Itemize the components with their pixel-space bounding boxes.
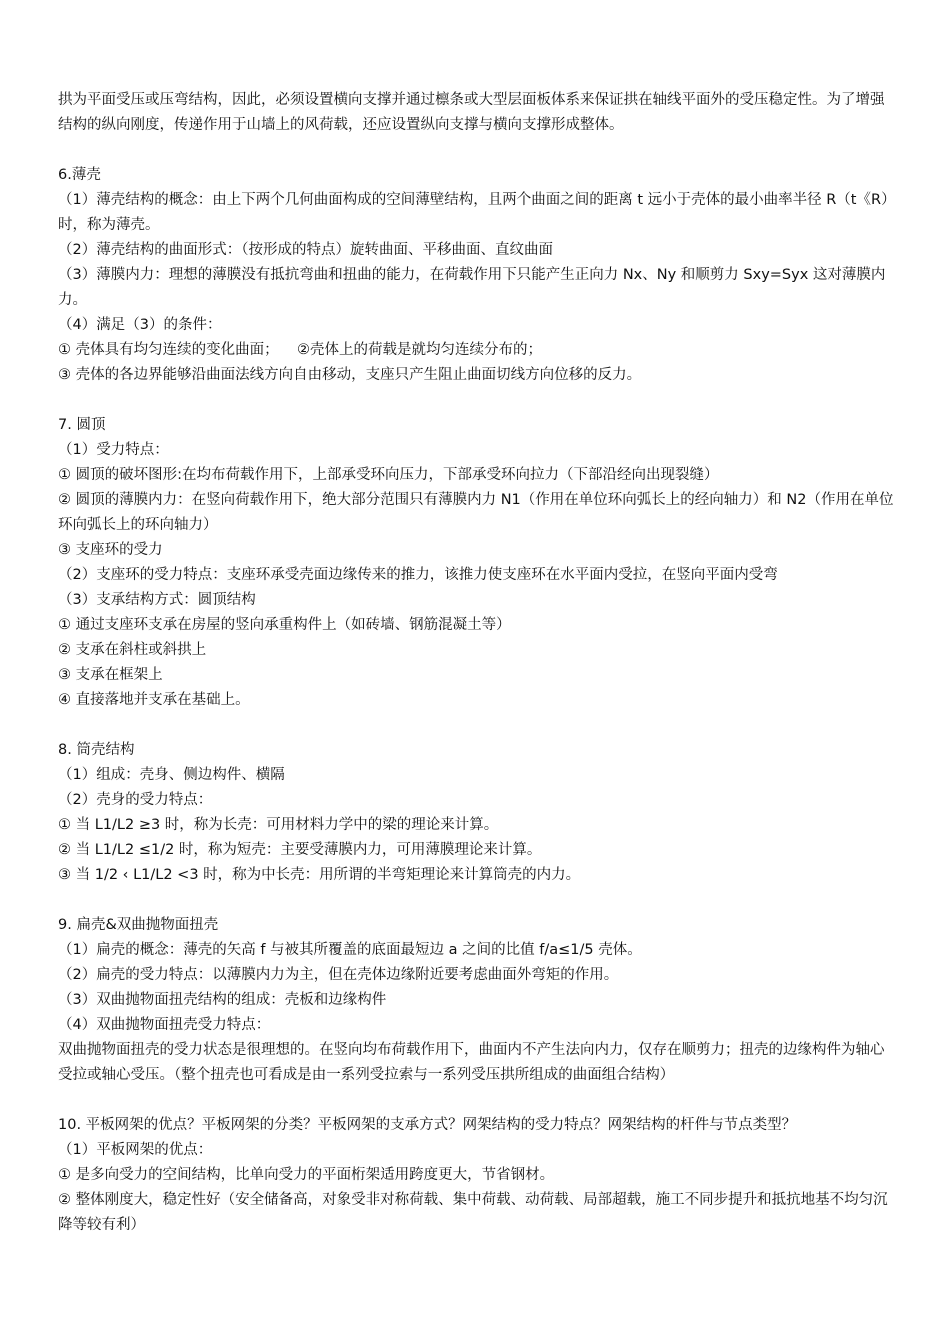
section-9-line: （1）扁壳的概念：薄壳的矢高 f 与被其所覆盖的底面最短边 a 之间的比值 f/a≤1/5 壳体。 — [58, 942, 642, 958]
section-8-line: （1）组成：壳身、侧边构件、横隔 — [58, 767, 285, 783]
section-10-line: ② 整体刚度大，稳定性好（安全储备高，对象受非对称荷载、集中荷载、动荷载、局部超载，施工不同步提升和抵抗地基不均匀沉降等较有利） — [58, 1192, 888, 1233]
section-7 — [58, 413, 896, 713]
section-7-line: ③ 支承在框架上 — [58, 667, 163, 683]
section-7-line: （3）支承结构方式：圆顶结构 — [58, 592, 256, 608]
section-9 — [58, 913, 896, 1088]
section-7-line: ① 圆顶的破坏图形:在均布荷载作用下，上部承受环向压力，下部承受环向拉力（下部沿经向出现裂缝） — [58, 467, 719, 483]
spacer — [58, 138, 896, 163]
section-7-title: 7. 圆顶 — [58, 417, 106, 433]
section-9-line: （3）双曲抛物面扭壳结构的组成：壳板和边缘构件 — [58, 992, 387, 1008]
section-6 — [58, 163, 896, 388]
section-7-line: ③ 支座环的受力 — [58, 542, 163, 558]
section-10-line: ① 是多向受力的空间结构，比单向受力的平面桁架适用跨度更大，节省钢材。 — [58, 1167, 555, 1183]
intro-paragraph: 拱为平面受压或压弯结构，因此，必须设置横向支撑并通过檩条或大型层面板体系来保证拱在轴线平面外的受压稳定性。为了增强结构的纵向刚度，传递作用于山墙上的风荷载，还应设置纵向支撑与横向支撑形成整体。 — [58, 92, 885, 133]
section-9-line: （4）双曲抛物面扭壳受力特点： — [58, 1017, 271, 1033]
spacer — [58, 713, 896, 738]
section-10-title: 10. 平板网架的优点？平板网架的分类？平板网架的支承方式？网架结构的受力特点？网架结构的杆件与节点类型？ — [58, 1117, 797, 1133]
section-6-line: （4）满足（3）的条件： — [58, 317, 222, 333]
section-10 — [58, 1113, 896, 1238]
section-8-line: ③ 当 1/2 ‹ L1/L2 <3 时，称为中长壳：用所谓的半弯矩理论来计算筒壳的内力。 — [58, 867, 581, 883]
section-6-line: （2）薄壳结构的曲面形式：（按形成的特点）旋转曲面、平移曲面、直纹曲面 — [58, 242, 553, 258]
section-9-line: （2）扁壳的受力特点：以薄膜内力为主，但在壳体边缘附近要考虑曲面外弯矩的作用。 — [58, 967, 619, 983]
section-6-line: （3）薄膜内力：理想的薄膜没有抵抗弯曲和扭曲的能力，在荷载作用下只能产生正向力 Nx、Ny 和顺剪力 Sxy=Syx 这对薄膜内力。 — [58, 267, 886, 308]
section-8 — [58, 738, 896, 888]
section-8-line: ② 当 L1/L2 ≤1/2 时，称为短壳：主要受薄膜内力，可用薄膜理论来计算。 — [58, 842, 542, 858]
section-6-line: ③ 壳体的各边界能够沿曲面法线方向自由移动，支座只产生阻止曲面切线方向位移的反力。 — [58, 367, 642, 383]
section-8-line: ① 当 L1/L2 ≥3 时，称为长壳：可用材料力学中的梁的理论来计算。 — [58, 817, 499, 833]
section-6-line: （1）薄壳结构的概念：由上下两个几何曲面构成的空间薄壁结构，且两个曲面之间的距离 t 远小于壳体的最小曲率半径 R（t《R）时，称为薄壳。 — [58, 192, 896, 233]
section-7-line: ② 支承在斜柱或斜拱上 — [58, 642, 207, 658]
section-9-title: 9. 扁壳&双曲抛物面扭壳 — [58, 917, 219, 933]
document-body — [58, 88, 896, 1238]
section-7-line: ② 圆顶的薄膜内力：在竖向荷载作用下，绝大部分范围只有薄膜内力 N1（作用在单位环向弧长上的经向轴力）和 N2（作用在单位环向弧长上的环向轴力） — [58, 492, 894, 533]
section-8-title: 8. 筒壳结构 — [58, 742, 135, 758]
section-7-line: （2）支座环的受力特点：支座环承受壳面边缘传来的推力，该推力使支座环在水平面内受拉，在竖向平面内受弯 — [58, 567, 778, 583]
section-7-line: （1）受力特点： — [58, 442, 169, 458]
spacer — [58, 1088, 896, 1113]
section-6-line: ① 壳体具有均匀连续的变化曲面； ②壳体上的荷载是就均匀连续分布的； — [58, 342, 543, 358]
section-6-title: 6.薄壳 — [58, 167, 101, 183]
section-8-line: （2）壳身的受力特点： — [58, 792, 213, 808]
section-7-line: ① 通过支座环支承在房屋的竖向承重构件上（如砖墙、钢筋混凝土等） — [58, 617, 511, 633]
section-7-line: ④ 直接落地并支承在基础上。 — [58, 692, 250, 708]
spacer — [58, 888, 896, 913]
section-10-line: （1）平板网架的优点： — [58, 1142, 213, 1158]
spacer — [58, 388, 896, 413]
section-9-line: 双曲抛物面扭壳的受力状态是很理想的。在竖向均布荷载作用下，曲面内不产生法向内力，仅存在顺剪力；扭壳的边缘构件为轴心受拉或轴心受压。（整个扭壳也可看成是由一系列受拉索与一系列受压拱所组成的曲面组合结构） — [58, 1042, 885, 1083]
